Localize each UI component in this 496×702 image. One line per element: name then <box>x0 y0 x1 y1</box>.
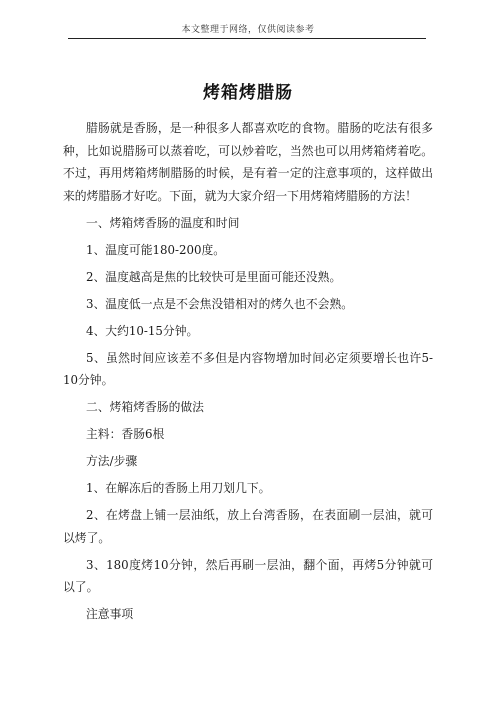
step-item: 1、在解冻后的香肠上用刀划几下。 <box>86 481 271 495</box>
notes-heading: 注意事项 <box>86 607 134 621</box>
section-heading-method: 二、烤箱烤香肠的做法 <box>86 400 204 414</box>
list-item: 2、温度越高是焦的比较快可是里面可能还没熟。 <box>86 269 342 284</box>
header-note: 本文整理于网络，仅供阅读参考 <box>181 25 315 35</box>
document-body <box>63 117 433 630</box>
intro-paragraph: 腊肠就是香肠，是一种很多人都喜欢吃的食物。腊肠的吃法有很多种，比如说腊肠可以蒸着吃，可以炒着吃，当然也可以用烤箱烤着吃。不过，再用烤箱烤制腊肠的时候，是有着一定的注意事项的，这样做出来的烤腊肠才好吃。下面，就为大家介绍一下用烤箱烤腊肠的方法！ <box>63 121 433 203</box>
list-item: 4、大约10-15分钟。 <box>86 323 199 338</box>
step-item: 2、在烤盘上铺一层油纸，放上台湾香肠，在表面刷一层油，就可以烤了。 <box>63 508 433 545</box>
list-item: 5、虽然时间应该差不多但是内容物增加时间必定须要增长也许5-10分钟。 <box>63 350 433 387</box>
step-item: 3、180度烤10分钟，然后再刷一层油，翻个面，再烤5分钟就可以了。 <box>63 557 433 594</box>
ingredients-line: 主料：香肠6根 <box>86 427 165 441</box>
list-item: 1、温度可能180-200度。 <box>86 242 226 257</box>
steps-heading: 方法/步骤 <box>86 454 138 468</box>
section-heading-temperature-time: 一、烤箱烤香肠的温度和时间 <box>86 215 240 230</box>
list-item: 3、温度低一点是不会焦没错相对的烤久也不会熟。 <box>86 296 354 311</box>
header-divider <box>68 38 426 39</box>
document-title: 烤箱烤腊肠 <box>203 83 293 103</box>
